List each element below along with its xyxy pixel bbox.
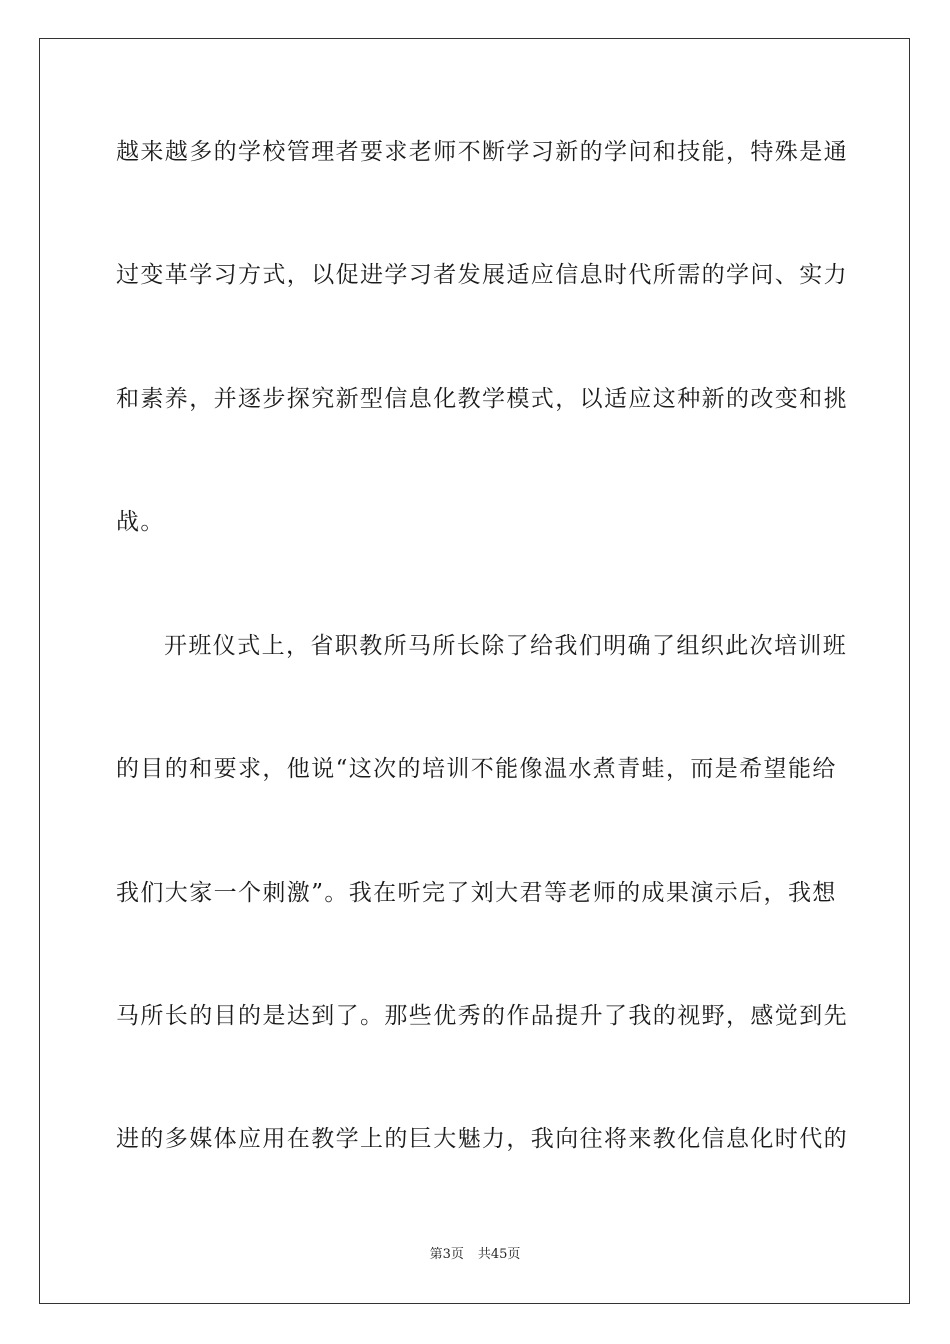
text-line: 过变革学习方式，以促进学习者发展适应信息时代所需的学问、实力 — [116, 262, 848, 288]
text-line: 进的多媒体应用在教学上的巨大魅力，我向往将来教化信息化时代的 — [116, 1126, 848, 1152]
text-line: 的目的和要求，他说“这次的培训不能像温水煮青蛙，而是希望能给 — [116, 756, 837, 782]
text-line: 战。 — [116, 509, 165, 535]
text-line: 和素养，并逐步探究新型信息化教学模式，以适应这种新的改变和挑 — [116, 386, 848, 412]
text-line: 马所长的目的是达到了。那些优秀的作品提升了我的视野，感觉到先 — [116, 1003, 848, 1029]
text-line: 我们大家一个刺激”。我在听完了刘大君等老师的成果演示后，我想 — [116, 880, 837, 906]
page-total: 共45页 — [477, 1247, 521, 1262]
paragraph-first-line: 开班仪式上，省职教所马所长除了给我们明确了组织此次培训班 — [164, 633, 848, 659]
page-footer — [0, 1246, 950, 1264]
text-line: 越来越多的学校管理者要求老师不断学习新的学问和技能，特殊是通 — [116, 139, 848, 165]
page-border — [39, 38, 910, 1304]
page-number: 第3页 — [429, 1247, 464, 1262]
